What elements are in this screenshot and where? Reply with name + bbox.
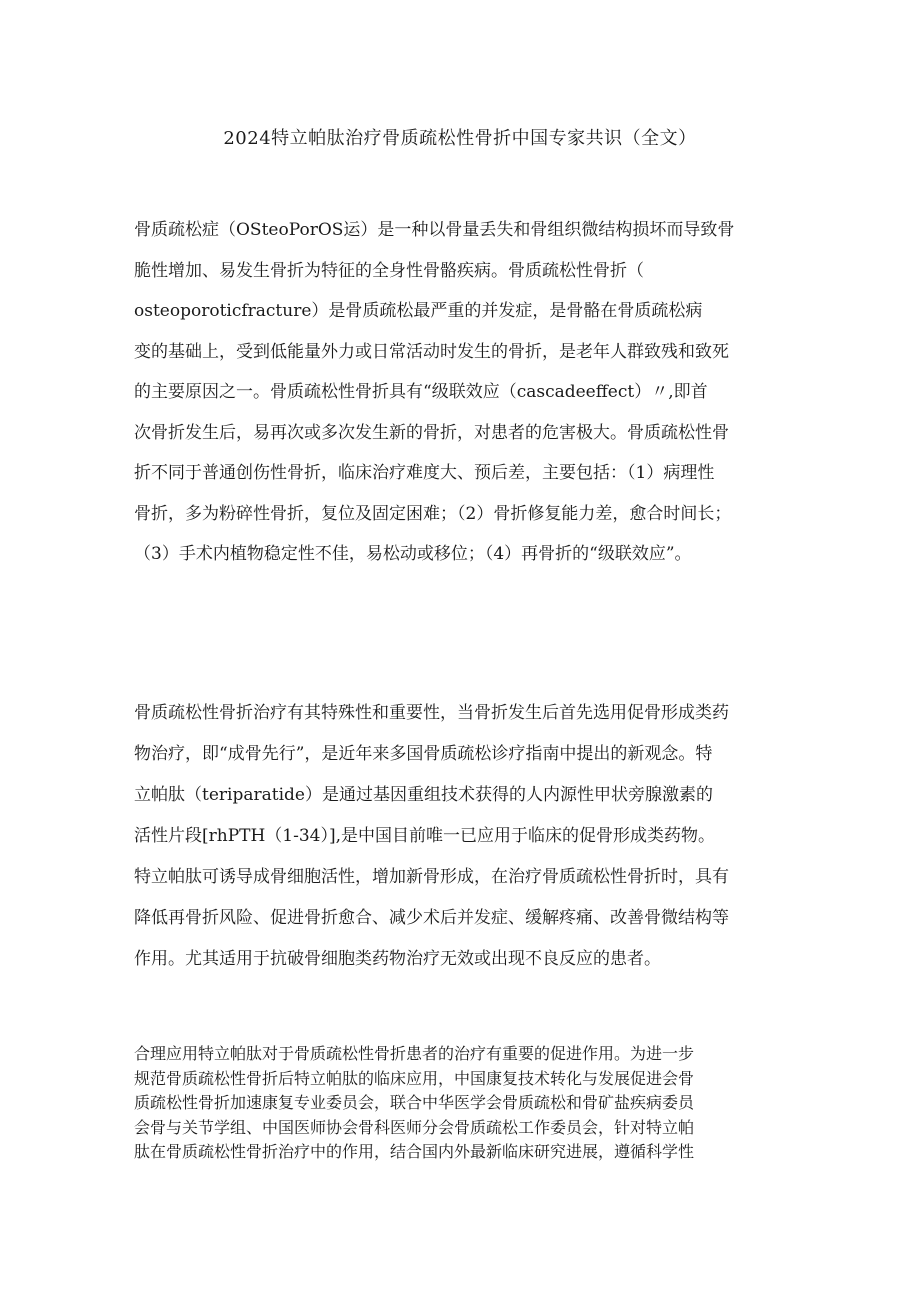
text-line: 规范骨质疏松性骨折后特立帕肽的临床应用，中国康复技术转化与发展促进会骨 [134,1068,695,1088]
text-line: 骨质疏松症（OSteoPorOS运）是一种以骨量丢失和骨组织微结构损坏而导致骨 [134,220,735,240]
paragraph-3 [134,1043,786,1166]
text-line: 物治疗，即“成骨先行”，是近年来多国骨质疏松诊疗指南中提出的新观念。特 [134,744,713,764]
document-title: 2024特立帕肽治疗骨质疏松性骨折中国专家共识（全文） [223,128,697,149]
text-line: 合理应用特立帕肽对于骨质疏松性骨折患者的治疗有重要的促进作用。为进一步 [134,1044,695,1063]
text-line: 骨质疏松性骨折治疗有其特殊性和重要性，当骨折发生后首先选用促骨形成类药 [134,703,729,723]
text-line: 次骨折发生后，易再次或多次发生新的骨折，对患者的危害极大。骨质疏松性骨 [134,422,729,443]
text-line: 脆性增加、易发生骨折为特征的全身性骨骼疾病。骨质疏松性骨折（ [134,260,644,281]
text-line: 骨折，多为粉碎性骨折，复位及固定困难；（2）骨折修复能力差，愈合时间长； [134,503,732,524]
text-line: 质疏松性骨折加速康复专业委员会，联合中华医学会骨质疏松和骨矿盐疾病委员 [134,1093,695,1112]
text-line: 立帕肽（teriparatide）是通过基因重组技术获得的人内源性甲状旁腺激素的 [134,785,713,805]
text-line: 特立帕肽可诱导成骨细胞活性，增加新骨形成，在治疗骨质疏松性骨折时，具有 [134,867,729,887]
text-line: 肽在骨质疏松性骨折治疗中的作用，结合国内外最新临床研究进展，遵循科学性 [134,1142,695,1161]
text-line: 变的基础上，受到低能量外力或日常活动时发生的骨折，是老年人群致残和致死 [134,341,729,362]
text-line: 降低再骨折风险、促进骨折愈合、减少术后并发症、缓解疼痛、改善骨微结构等 [134,908,729,928]
text-line: 折不同于普通创伤性骨折，临床治疗难度大、预后差，主要包括：（1）病理性 [134,463,715,483]
text-line: 的主要原因之一。骨质疏松性骨折具有“级联效应（cascadeeffect）〃,即首 [134,382,708,402]
text-line: 作用。尤其适用于抗破骨细胞类药物治疗无效或出现不良反应的患者。 [134,949,661,969]
text-line: 活性片段[rhPTH（1-34）],是中国目前唯一已应用于临床的促骨形成类药物。 [134,826,716,846]
text-line: 会骨与关节学组、中国医师协会骨科医师分会骨质疏松工作委员会，针对特立帕 [134,1117,695,1137]
paragraph-1 [134,216,786,581]
paragraph-2 [134,699,786,986]
text-line: osteoporoticfracture）是骨质疏松最严重的并发症，是骨骼在骨质疏松病 [134,301,703,321]
text-line: （3）手术内植物稳定性不佳，易松动或移位；（4）再骨折的“级联效应”。 [134,544,692,564]
